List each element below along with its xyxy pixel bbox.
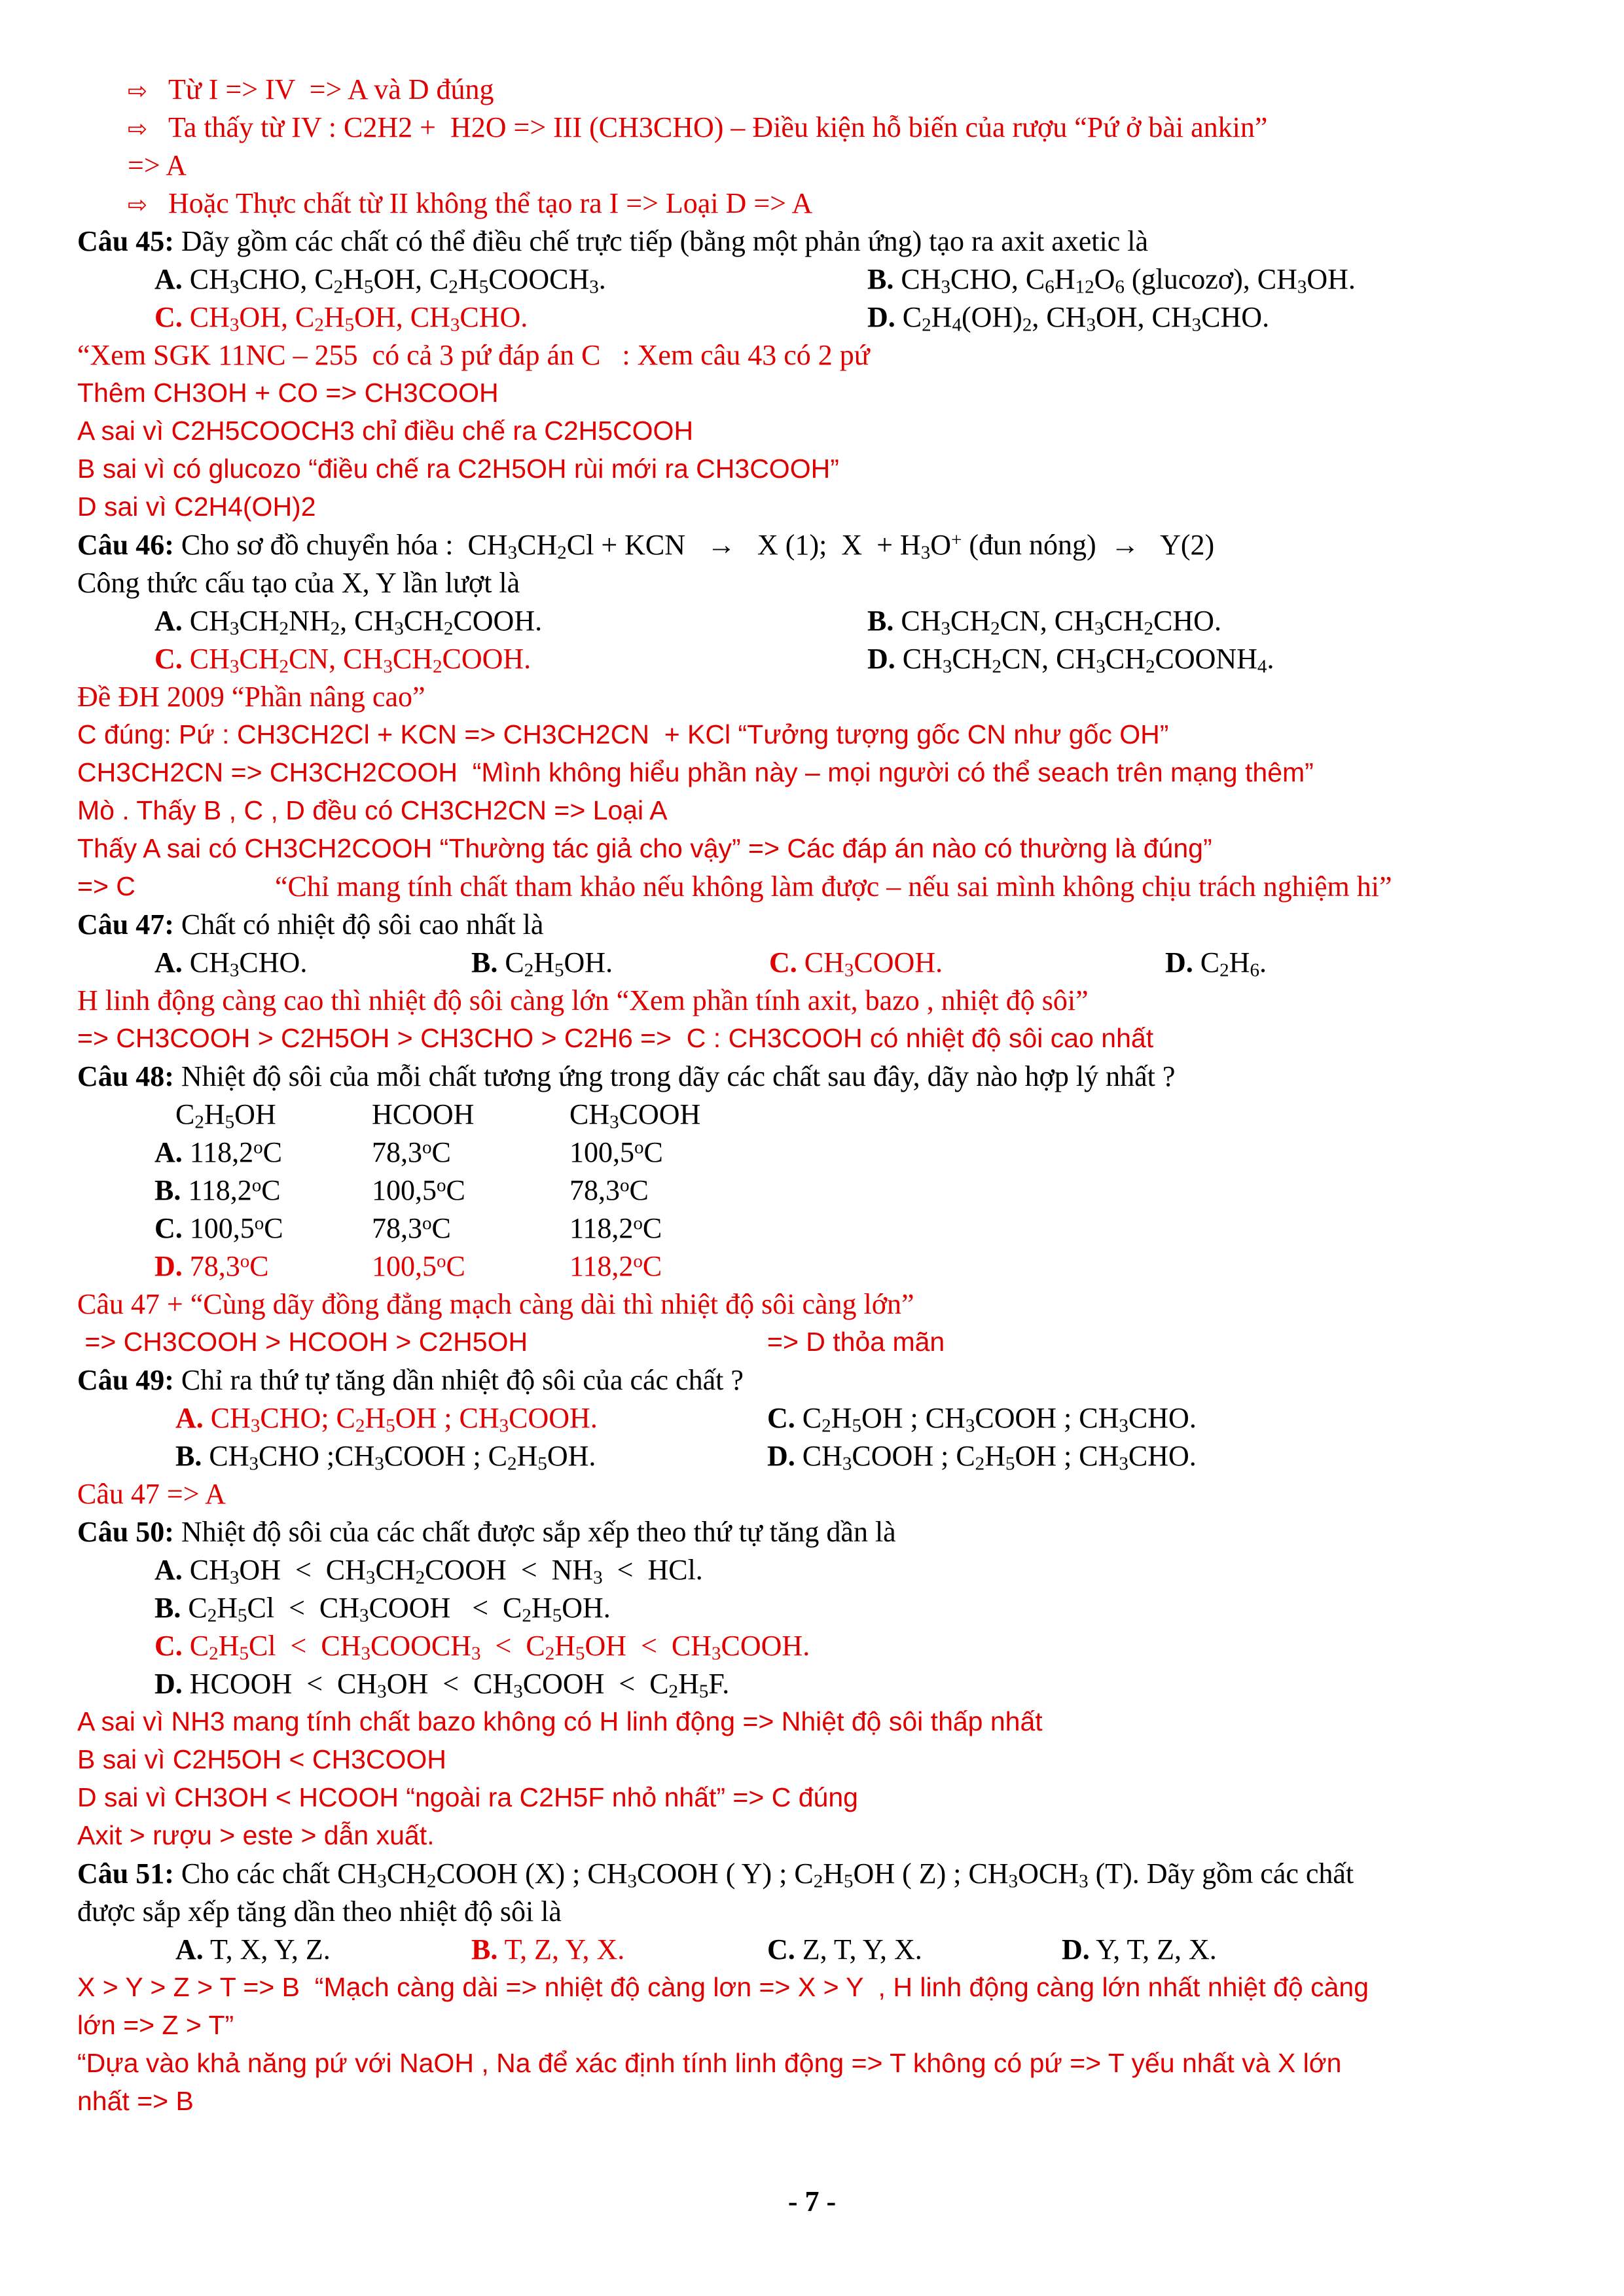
q50-option-d: D. HCOOH < $CH_3OH$ < $CH_3COOH < C_2H_5F$. xyxy=(154,1668,730,1702)
q45-explain-4: B sai vì có glucozo “điều chế ra C2H5OH rùi mới ra CH3COOH” xyxy=(77,454,839,484)
q49-options-row2 xyxy=(0,1437,1624,1475)
q51-explain-3: “Dựa vào khả năng pứ với NaOH , Na để xác định tính linh động => T không có pứ => T yếu nhất và X lớn xyxy=(77,2048,1342,2078)
q51-explain-4: nhất => B xyxy=(77,2086,194,2116)
q46-stem: Câu 46: Cho sơ đồ chuyển hóa : $CH_3CH_2Cl$ + KCN → X (1); $X + H_3O^+$ (đun nóng) → Y(2) xyxy=(77,529,1215,564)
q46-options-row2 xyxy=(0,640,1624,678)
q45-option-a: A. $CH_3CHO$, $C_2H_5OH$, $C_2H_5COOCH_3$. xyxy=(154,263,606,298)
q48-header-hcooh: HCOOH xyxy=(372,1098,475,1130)
q46-option-a: A. $CH_3CH_2NH_2$, $CH_3CH_2COOH$. xyxy=(154,605,543,639)
arrow-right-icon: ⇨ xyxy=(128,116,148,143)
q48-header-ch3cooh: $CH_3COOH$ xyxy=(569,1098,701,1133)
q48-row-d: D. 78,3$^o$C 100,5$^o$C 118,2$^o$C xyxy=(154,1250,662,1282)
q47-explain-1: H linh động càng cao thì nhiệt độ sôi càng lớn “Xem phần tính axit, bazo , nhiệt độ sôi” xyxy=(77,984,1089,1016)
q46-explain-4: Mò . Thấy B , C , D đều có CH3CH2CN => Loại A xyxy=(77,795,668,825)
q47-option-d: D. $C_2H_6$. xyxy=(1165,946,1267,981)
q45-explain-2: Thêm CH3OH + CO => CH3COOH xyxy=(77,378,499,408)
q49-options-row1 xyxy=(0,1399,1624,1437)
q45-explain-1: “Xem SGK 11NC – 255 có cả 3 pứ đáp án C : Xem câu 43 có 2 pứ xyxy=(77,339,870,371)
q50-explain-3: D sai vì CH3OH < HCOOH “ngoài ra C2H5F nhỏ nhất” => C đúng xyxy=(77,1782,858,1812)
q48-row-c: C. 100,5$^o$C 78,3$^o$C 118,2$^o$C xyxy=(154,1212,662,1244)
q45-options-row2 xyxy=(0,298,1624,336)
q49-option-c: C. $C_2H_5OH$ ; $CH_3COOH$ ; $CH_3CHO$. xyxy=(767,1402,1197,1437)
q46-stem-2: Công thức cấu tạo của X, Y lần lượt là xyxy=(77,567,520,599)
q45-stem: Câu 45: Dãy gồm các chất có thể điều chế trực tiếp (bằng một phản ứng) tạo ra axit axetic là xyxy=(77,225,1148,257)
q46-option-c: C. $CH_3CH_2CN$, $CH_3CH_2COOH$. xyxy=(154,643,532,677)
q48-row-a: A. 118,2$^o$C 78,3$^o$C 100,5$^o$C xyxy=(154,1136,663,1168)
q48-header-c2h5oh: $C_2H_5OH$ xyxy=(175,1098,276,1133)
page-number: - 7 - xyxy=(787,2185,837,2217)
q46-options-row1 xyxy=(0,602,1624,640)
q46-explain-3: CH3CH2CN => CH3CH2COOH “Mình không hiểu phần này – mọi người có thể seach trên mạng thêm” xyxy=(77,757,1314,787)
q51-options xyxy=(0,1931,1624,1969)
q51-explain-2: lớn => Z > T” xyxy=(77,2010,234,2040)
q50-option-a: A. $CH_3OH$ < $CH_3CH_2COOH < NH_3$ < HCl. xyxy=(154,1554,703,1588)
intro-line-1: ⇨ Từ I => IV => A và D đúng xyxy=(128,71,1624,109)
q49-option-a: A. $CH_3CHO$; $C_2H_5OH$ ; $CH_3COOH$. xyxy=(175,1402,598,1437)
q49-explain-1: Câu 47 => A xyxy=(77,1478,226,1510)
q45-options-row1 xyxy=(0,260,1624,298)
arrow-right-icon: ⇨ xyxy=(128,192,148,219)
q46-option-d: D. $CH_3CH_2CN$, $CH_3CH_2COONH_4$. xyxy=(867,643,1274,677)
q48-explain-2: => CH3COOH > HCOOH > C2H5OH => D thỏa mãn xyxy=(77,1327,945,1357)
q47-explain-2: => CH3COOH > C2H5OH > CH3CHO > C2H6 => C : CH3COOH có nhiệt độ sôi cao nhất xyxy=(77,1023,1154,1053)
q45-option-b: B. $CH_3CHO$, $C_6H_{12}O_6$ (glucozơ), $CH_3OH$. xyxy=(867,263,1356,298)
q50-option-c: C. $C_2H_5Cl$ < $CH_3COOCH_3 < C_2H_5OH$ < $CH_3COOH$. xyxy=(154,1630,810,1664)
q48-table-header xyxy=(0,1096,1624,1134)
q46-note: “Chỉ mang tính chất tham khảo nếu không làm được – nếu sai mình không chịu trách nghiệm hi” xyxy=(275,870,1392,903)
q49-stem: Câu 49: Chỉ ra thứ tự tăng dần nhiệt độ sôi của các chất ? xyxy=(77,1364,744,1396)
q45-explain-3: A sai vì C2H5COOCH3 chỉ điều chế ra C2H5COOH xyxy=(77,416,694,446)
q46-explain-6 xyxy=(0,868,1624,906)
q50-explain-2: B sai vì C2H5OH < CH3COOH xyxy=(77,1744,446,1774)
q50-option-b: B. $C_2H_5Cl$ < $CH_3COOH < C_2H_5OH$. xyxy=(154,1592,611,1626)
q46-explain-5: Thấy A sai có CH3CH2COOH “Thường tác giả cho vậy” => Các đáp án nào có thường là đúng” xyxy=(77,833,1212,863)
q50-explain-4: Axit > rượu > este > dẫn xuất. xyxy=(77,1820,435,1850)
q50-explain-1: A sai vì NH3 mang tính chất bazo không có H linh động => Nhiệt độ sôi thấp nhất xyxy=(77,1706,1043,1736)
q49-option-b: B. $CH_3CHO$ $;CH_3COOH$ ; $C_2H_5OH$. xyxy=(175,1440,596,1475)
q45-option-c: C. $CH_3OH$, $C_2H_5OH$, $CH_3CHO$. xyxy=(154,301,528,336)
intro-line-2: ⇨ Ta thấy từ IV : C2H2 + H2O => III (CH3CHO) – Điều kiện hỗ biến của rượu “Pứ ở bài ankin” xyxy=(128,109,1624,147)
q50-stem: Câu 50: Nhiệt độ sôi của các chất được sắp xếp theo thứ tự tăng dần là xyxy=(77,1516,896,1548)
q49-option-d: D. $CH_3COOH$ ; $C_2H_5OH$ ; $CH_3CHO$. xyxy=(767,1440,1197,1475)
q48-explain-1: Câu 47 + “Cùng dãy đồng đẳng mạch càng dài thì nhiệt độ sôi càng lớn” xyxy=(77,1288,914,1320)
q47-option-b: B. $C_2H_5OH$. xyxy=(471,946,613,981)
q47-option-a: A. $CH_3CHO$. xyxy=(154,946,308,981)
q48-row-b: B. 118,2$^o$C 100,5$^o$C 78,3$^o$C xyxy=(154,1174,649,1206)
arrow-right-icon: ⇨ xyxy=(128,78,148,105)
q46-answer: => C xyxy=(77,871,135,901)
intro-line-4: ⇨ Hoặc Thực chất từ II không thể tạo ra I => Loại D => A xyxy=(128,185,1624,223)
intro-line-3: => A xyxy=(128,149,187,181)
q47-options xyxy=(0,944,1624,982)
q47-stem: Câu 47: Chất có nhiệt độ sôi cao nhất là xyxy=(77,908,544,941)
q51-option-b: B. T, Z, Y, X. xyxy=(471,1933,625,1965)
q51-explain-1: X > Y > Z > T => B “Mạch càng dài => nhiệt độ càng lơn => X > Y , H linh động càng lớn nhất nhiệt độ càng xyxy=(77,1972,1369,2002)
q45-explain-5: D sai vì C2H4(OH)2 xyxy=(77,492,316,522)
q51-option-c: C. Z, T, Y, X. xyxy=(767,1933,922,1965)
q51-stem: Câu 51: Cho các chất $CH_3CH_2COOH$ (X) ; $CH_3COOH$ ( Y) ; $C_2H_5OH$ ( Z) ; $CH_3OCH_3$ (T). Dãy gồm các chất xyxy=(77,1857,1354,1892)
q48-stem: Câu 48: Nhiệt độ sôi của mỗi chất tương ứng trong dãy các chất sau đây, dãy nào hợp lý nhất ? xyxy=(77,1060,1176,1092)
q46-option-b: B. $CH_3CH_2CN$, $CH_3CH_2CHO$. xyxy=(867,605,1221,639)
q45-option-d: D. $C_2H_4(OH)_2$, $CH_3OH$, $CH_3CHO$. xyxy=(867,301,1270,336)
q47-option-c: C. $CH_3COOH$. xyxy=(769,946,943,981)
q46-explain-2: C đúng: Pứ : CH3CH2Cl + KCN => CH3CH2CN + KCl “Tưởng tượng gốc CN như gốc OH” xyxy=(77,719,1169,749)
q51-option-a: A. T, X, Y, Z. xyxy=(175,1933,331,1965)
q51-stem-2: được sắp xếp tăng dần theo nhiệt độ sôi là xyxy=(77,1895,562,1928)
q46-explain-1: Đề ĐH 2009 “Phần nâng cao” xyxy=(77,681,425,713)
q51-option-d: D. Y, T, Z, X. xyxy=(1062,1933,1217,1965)
